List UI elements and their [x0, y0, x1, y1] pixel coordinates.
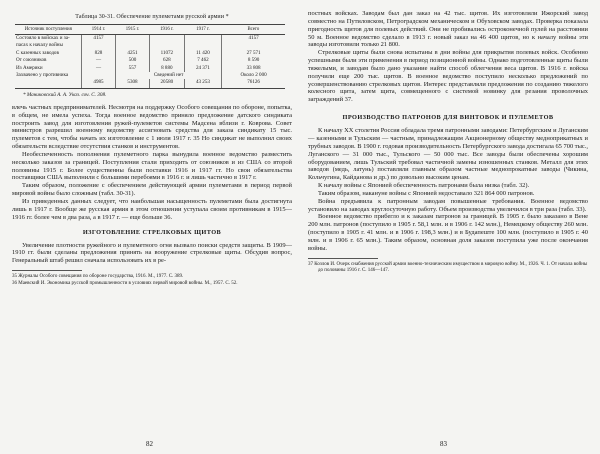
- paragraph: К началу войны с Японией обеспеченность патронами была низка (табл. 32).: [318, 182, 530, 190]
- cell-1917: 7 462: [184, 57, 222, 64]
- row-label: С казенных заводов: [16, 49, 59, 56]
- cell-total: 27 571: [222, 50, 285, 57]
- col-1917: 1917 г.: [184, 25, 222, 35]
- page-number: 83: [440, 440, 447, 448]
- paragraph: влечь частных предпринимателей. Несмотря на поддержку Особого совещания по обороне, попытка, в общем, не имела успеха. Тогда военное ведомство приняло предложение датского синдиката построить завод для изготовления ружей-пулеметов системы Мадсена вблизи г. Коврова. Совет министров разрешил военному ведомству ассигновать средства для заказа синдикату 15 тыс. пулеметов с тем, чтобы начать их изготовление с 1 июля 1917 г. 35 Но синдикат не выполнил своих обязательств вследствие отсутствия станков и инструментов.: [12, 103, 292, 151]
- table-row: [15, 72, 285, 79]
- section-heading: ПРОИЗВОДСТВО ПАТРОНОВ ДЛЯ ВИНТОВОК И ПУЛЕМЕТОВ: [342, 114, 554, 122]
- paragraph: Военное ведомство прибегло и к заказам патронов за границей. В 1905 г. было заказано в Вене 200 млн. патронов (поступило в 1905 г. 58,1 млн. и в 1906 г. 142 млн.), Немецкому обществу 260 млн. (поступило в 1905 г. 41 млн. и в 1906 г. 198,3 млн.) и в Будапеште 100 млн. (поступило в 1905 г. 40 млн. и в 1906 г. 65 млн.). Таким образом, основная доля заказов поступила уже после окончания войны.: [308, 213, 588, 252]
- paragraph: Стрелковые щиты были снова испытаны в дни войны для прикрытия полевых войск. Особенно успешными были эти применения в период позиционной войны. Однако подготовленные щиты были тяжелыми, и заводам было дано указание найти способ облегчения веса щитов. В 1916 г. войска получили еще 200 тыс. щитов. В военное ведомство поступило несколько предложений по усовершенствованию стрелковых щитов. Интерес представляли предложения по созданию тяжелого колесного щита, затем щита, совмещенного с системой новинку для резания проволочных заграждений 37.: [308, 49, 588, 104]
- paragraph: Таким образом, накануне войны с Японией недоставало 321 864 000 патронов.: [318, 189, 535, 197]
- cell-total: 4157: [222, 35, 285, 50]
- col-total: Всего: [222, 25, 285, 35]
- footnote: 36 Маевский И. Экономика русской промышленности в условиях первой мировой войны. М., 1957. С. 52.: [12, 281, 238, 287]
- table-row: [15, 65, 285, 72]
- cell-1916: Сведений нет: [116, 72, 222, 79]
- footnote: 35 Журналы Особого совещания по обороне государства, 1916. М., 1977. С. 389.: [12, 274, 184, 280]
- row-label: [15, 79, 82, 88]
- cell-1916: 11072: [150, 50, 185, 57]
- paragraph: К началу XX столетия Россия обладала тремя патронными заводами: Петербургским и Луганским — казенными и Тульским — частным, принадлежащим Акционерному обществу медноприкатных и трубных заводов. В 1900 г. годовая производительность Петербургского завода достигала 65 700 тыс., Луганского — 31 000 тыс., Тульского — 50 000 тыс. Все заводы были обеспечены хорошим оборудованием, лишь Тульский требовал частичной замены изношенных станков. Металл для этих заводов (медь, латунь) поставляли главным образом частные меднопрокатные заводы (Чикина, Кольчугина, Кайданова и др.) по довольно высоким ценам.: [308, 127, 588, 182]
- cell-1917: 11 420: [184, 50, 222, 57]
- cell-1915: 557: [116, 65, 150, 72]
- cell-1914: 4157: [82, 35, 116, 50]
- row-label: От союзников: [16, 57, 47, 64]
- table-header-row: [15, 25, 285, 35]
- paragraph: Война предъявила к патронным заводам повышенные требования. Военное ведомство установило на заводах круглосуточную работу. Объем производства увеличился в три раза (табл. 33).: [308, 197, 588, 213]
- cell-1916: 20580: [150, 79, 185, 88]
- cell-1917: [184, 35, 222, 50]
- cell-total: 8 590: [222, 57, 285, 64]
- cell-1914: [82, 72, 116, 79]
- cell-1915: 5308: [116, 79, 150, 88]
- left-body-text-2: [12, 242, 292, 266]
- cell-1915: [116, 35, 150, 50]
- table-row: [15, 50, 285, 57]
- cell-1916: 8 880: [150, 65, 185, 72]
- table-row: [15, 79, 285, 88]
- col-1916: 1916 г.: [150, 25, 185, 35]
- cell-1916: [150, 35, 185, 50]
- cell-1914: —: [82, 57, 116, 64]
- right-body-text: [308, 10, 588, 104]
- footnote: 37 Козлов И. Очерк снабжения русской армии военно-техническим имуществом в мировую войну. М., 1926. Ч. 1. От начала войны до половины 1916 г. С. 146—147.: [308, 261, 588, 273]
- paragraph: Из приведенных данных следует, что наибольшая насыщенность пулеметами была достигнута лишь в 1917 г. Вообще же русская армия в этом отношении уступала своим противникам в 1915—1916 гг. более чем в два раза, а в 1917 г. — еще больше 36.: [12, 197, 292, 221]
- table-row: [15, 35, 285, 50]
- footnotes: [308, 262, 588, 274]
- col-1915: 1915 г.: [116, 25, 150, 35]
- right-page: [300, 0, 600, 454]
- left-body-text: [12, 104, 292, 222]
- cell-1914: 828: [82, 50, 116, 57]
- table-caption: Таблица 30-31. Обеспечение пулеметами русской армии *: [75, 14, 229, 20]
- row-label: Захвачено у противника: [16, 72, 69, 79]
- cell-total: Около 2 000: [222, 72, 285, 79]
- paragraph: Необеспеченность пополнения пулеметного парка вынудила военное ведомство разместить несколько заказов за границей. Поступления стали приходить от союзников и из США со второй половины 1915 г. Более существенны были поставки 1916 и 1917 гг. Но свои обязательства поставщики США выполнили с большими перебоями в 1916 г. и лишь частично в 1917 г.: [12, 150, 292, 182]
- table-row: [15, 57, 285, 64]
- right-body-text-2: [308, 127, 588, 253]
- cell-total: 33 808: [222, 65, 285, 72]
- cell-1914: 4985: [82, 79, 116, 88]
- section-heading: ИЗГОТОВЛЕНИЕ СТРЕЛКОВЫХ ЩИТОВ: [82, 228, 222, 236]
- footnote-rule: [308, 258, 378, 259]
- cell-1917: 24 371: [184, 65, 222, 72]
- paragraph: Таким образом, положение с обеспечением действующей армии пулеметами в период первой мировой войны было сложным (табл. 30-31).: [12, 182, 292, 198]
- paragraph: Увеличение плотности ружейного и пулеметного огня вызвало поиски средств защиты. В 1909—1910 гг. были сделаны предложения принять на вооружение стрелковые щиты. Обсудив вопрос, Генеральный штаб решил сначала использовать их в ре-: [12, 241, 292, 265]
- footnotes: [12, 274, 292, 287]
- cell-total: 76126: [222, 79, 285, 88]
- row-label: Состояло в войсках и за-пасах к началу войны: [16, 35, 70, 49]
- col-source: Источник поступления: [15, 25, 82, 35]
- col-1914: 1914 г.: [82, 25, 116, 35]
- cell-1917: 43 253: [184, 79, 222, 88]
- row-label: Из Америки: [16, 64, 43, 71]
- footnote-rule: [12, 270, 82, 271]
- cell-1914: —: [82, 65, 116, 72]
- cell-1915: 500: [116, 57, 150, 64]
- page-number: 82: [146, 440, 153, 448]
- table-note: * Маниковский А. А. Указ. соч. С. 308.: [23, 91, 107, 98]
- cell-1916: 628: [150, 57, 185, 64]
- paragraph: постных войсках. Заводам был дан заказ на 42 тыс. щитов. Их изготовляли Ижорский завод совместно на Путиловском, Петроградском механическом и Обуховском заводах. Проверка показала пригодность щитов для полевых действий. Они не пробивались остроконечной пулей на расстоянии 50 м. Военное ведомство сделало в 1913 г. новый заказ на 46 400 щитов, но к началу войны эти заводы изготовили только 21 800.: [308, 10, 588, 49]
- machine-gun-table: [15, 24, 285, 89]
- cell-1915: 4251: [116, 50, 150, 57]
